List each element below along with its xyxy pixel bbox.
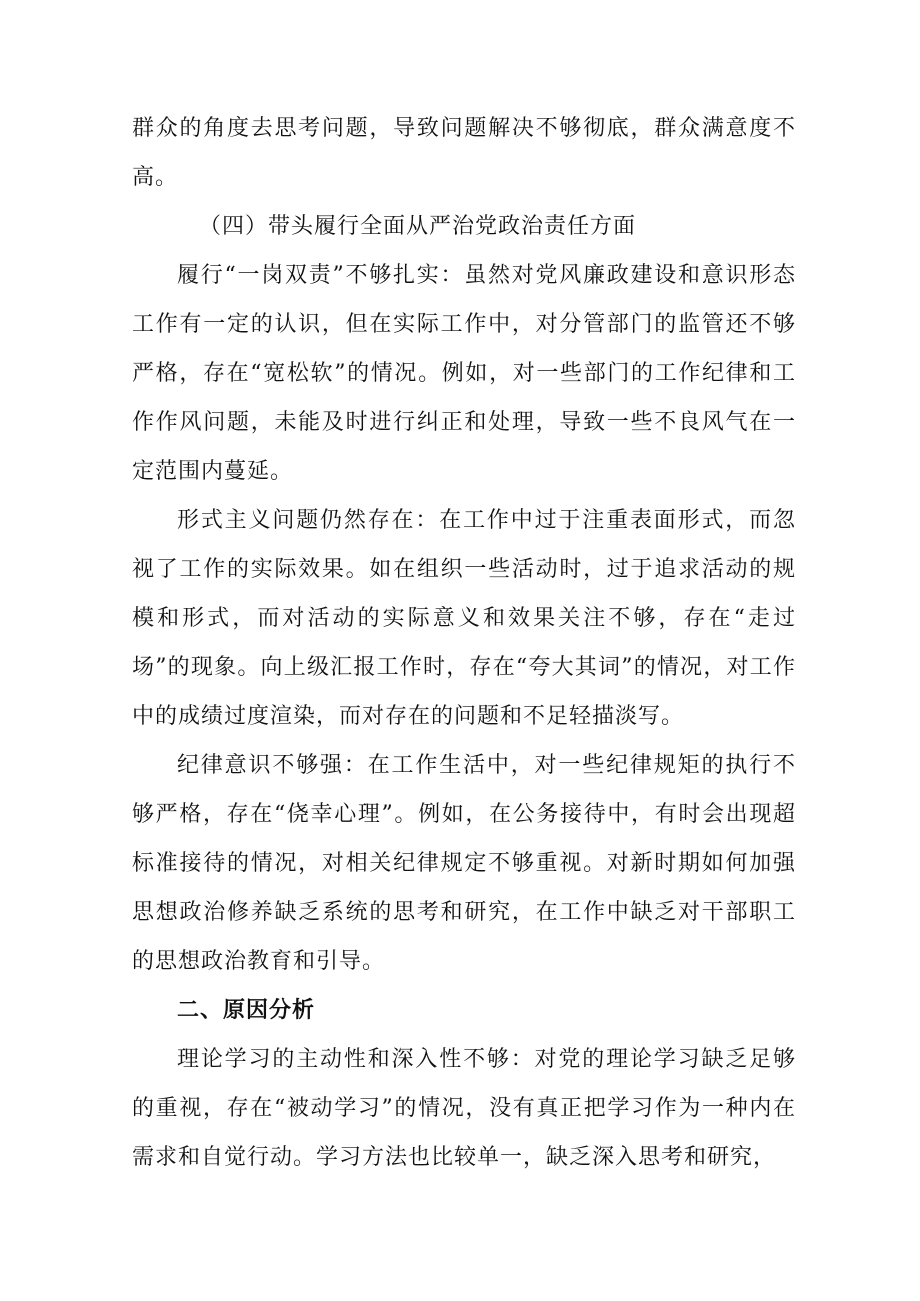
section-heading-cause-analysis: 二、原因分析 <box>177 998 316 1023</box>
document-body <box>132 104 796 1182</box>
paragraph-formalism: 形式主义问题仍然存在：在工作中过于注重表面形式，而忽视了工作的实际效果。如在组织一些活动时，过于追求活动的规模和形式，而对活动的实际意义和效果关注不够，存在“走过场”的现象。向上级汇报工作时，存在“夸大其词”的情况，对工作中的成绩过度渲染，而对存在的问题和不足轻描淡写。 <box>132 508 796 729</box>
paragraph-yigang-shuangze: 履行“一岗双责”不够扎实：虽然对党风廉政建设和意识形态工作有一定的认识，但在实际工作中，对分管部门的监管还不够严格，存在“宽松软”的情况。例如，对一些部门的工作纪律和工作作风问题，未能及时进行纠正和处理，导致一些不良风气在一定范围内蔓延。 <box>132 263 796 484</box>
paragraph-discipline: 纪律意识不够强：在工作生活中，对一些纪律规矩的执行不够严格，存在“侥幸心理”。例如，在公务接待中，有时会出现超标准接待的情况，对相关纪律规定不够重视。对新时期如何加强思想政治修养缺乏系统的思考和研究，在工作中缺乏对干部职工的思想政治教育和引导。 <box>132 753 796 974</box>
subheading-section-4: （四）带头履行全面从严治党政治责任方面 <box>199 214 637 239</box>
paragraph-continuation: 群众的角度去思考问题，导致问题解决不够彻底，群众满意度不高。 <box>132 116 796 190</box>
paragraph-theory-study: 理论学习的主动性和深入性不够：对党的理论学习缺乏足够的重视，存在“被动学习”的情况，没有真正把学习作为一种内在需求和自觉行动。学习方法也比较单一，缺乏深入思考和研究， <box>132 1047 796 1170</box>
